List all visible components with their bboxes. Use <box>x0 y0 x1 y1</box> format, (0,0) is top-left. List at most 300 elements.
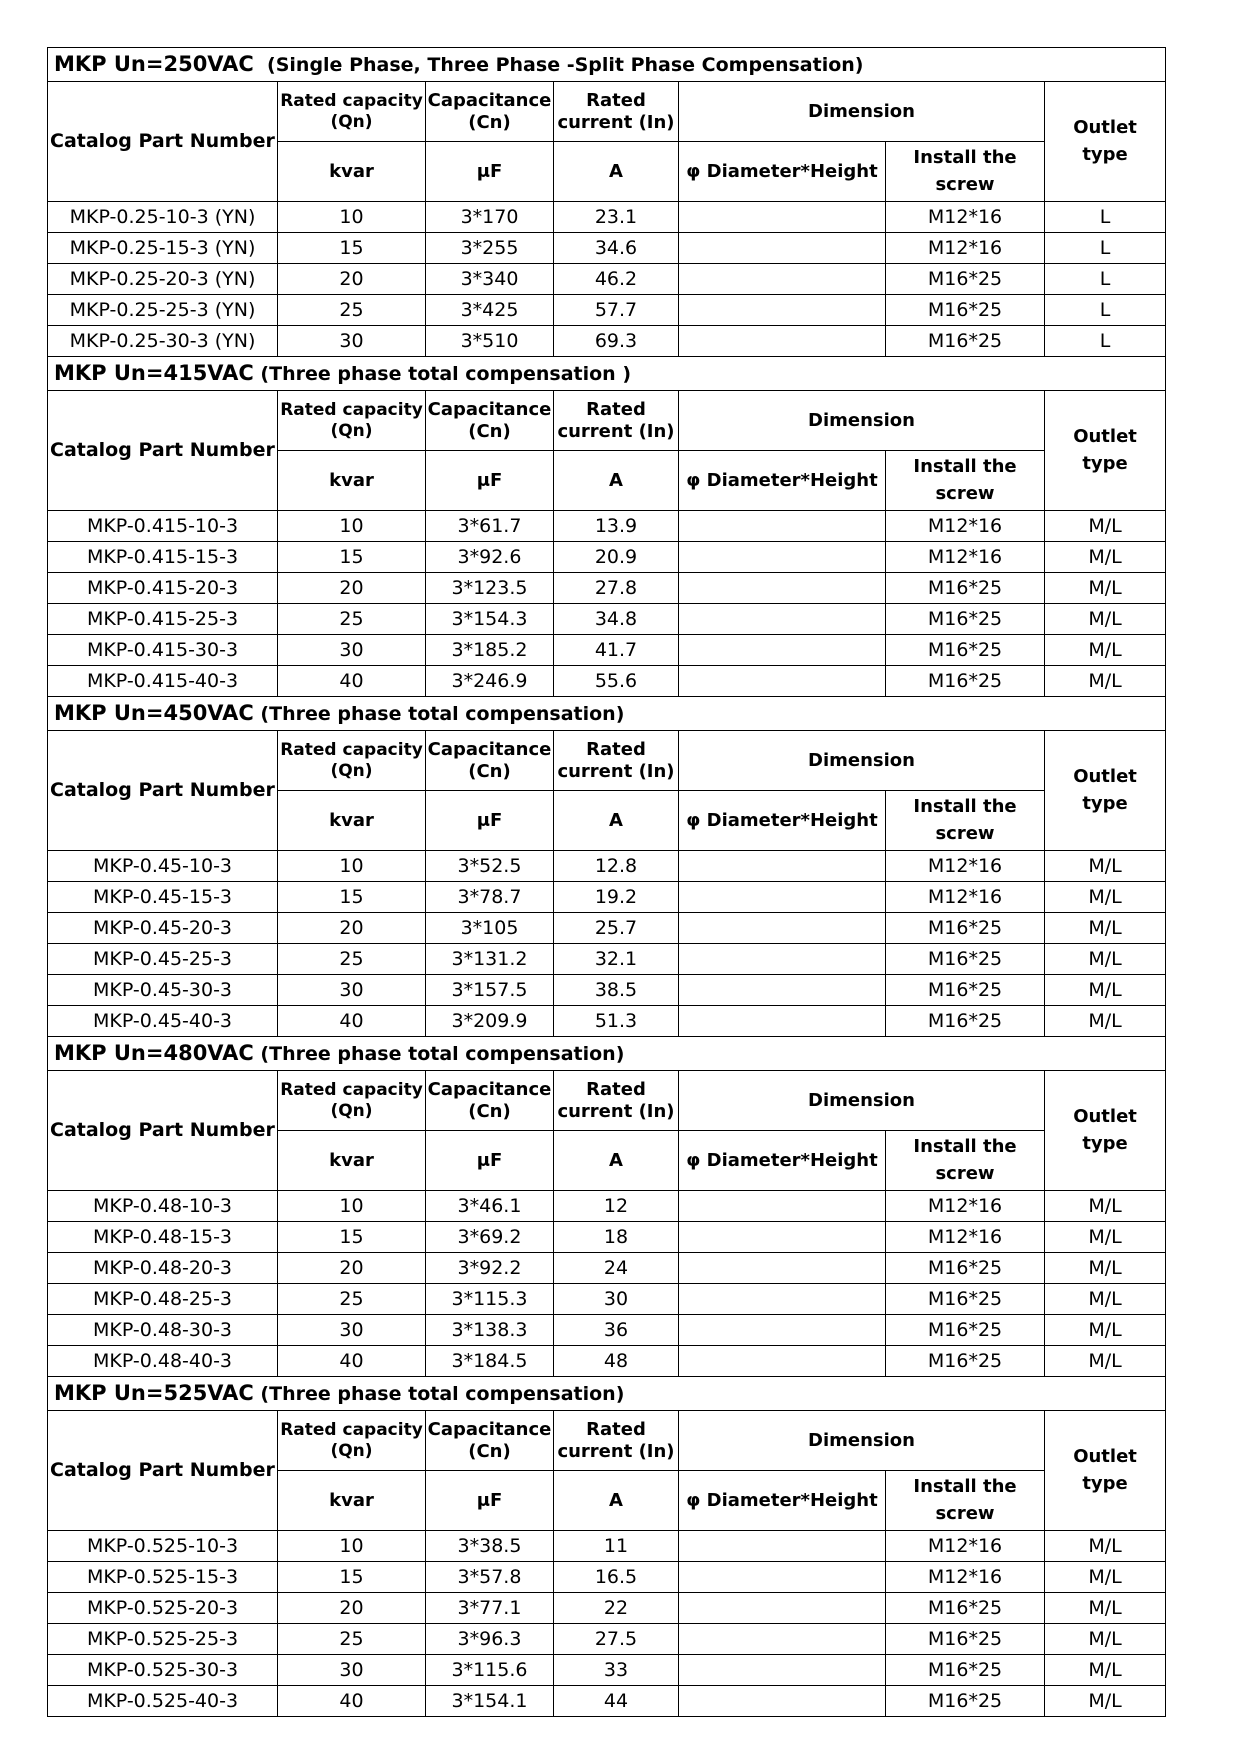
cell-kvar: 20 <box>278 573 426 604</box>
cell-part-number: MKP-0.45-30-3 <box>48 975 278 1006</box>
header-outlet-type <box>1045 731 1166 851</box>
cell-outlet-type: M/L <box>1045 913 1166 944</box>
cell-part-number: MKP-0.525-30-3 <box>48 1655 278 1686</box>
header-rated-capacity-line: (Qn) <box>330 1440 373 1461</box>
cell-current: 13.9 <box>554 511 679 542</box>
header-rated-capacity-line: Rated capacity <box>280 1080 423 1101</box>
header-outlet-type <box>1045 1411 1166 1531</box>
table-row <box>48 573 1166 604</box>
cell-part-number: MKP-0.415-25-3 <box>48 604 278 635</box>
header-capacitance <box>426 391 554 451</box>
header-rated-capacity-line: (Qn) <box>330 1100 373 1121</box>
cell-capacitance: 3*69.2 <box>426 1222 554 1253</box>
header-outlet-type-line: Outlet <box>1073 1446 1137 1468</box>
section-voltage: MKP Un=250VAC <box>54 51 254 76</box>
header-capacitance-line: Capacitance <box>427 738 552 760</box>
cell-current: 18 <box>554 1222 679 1253</box>
cell-kvar: 40 <box>278 666 426 697</box>
header-dimension: Dimension <box>679 391 1045 451</box>
cell-screw: M16*25 <box>886 1284 1045 1315</box>
table-row <box>48 1346 1166 1377</box>
section-compensation: (Three phase total compensation) <box>253 1042 625 1065</box>
cell-capacitance: 3*255 <box>426 233 554 264</box>
header-install-screw <box>886 791 1045 851</box>
cell-kvar: 10 <box>278 1531 426 1562</box>
table-row <box>48 882 1166 913</box>
header-install-screw-line: screw <box>935 822 995 844</box>
header-rated-current <box>554 82 679 142</box>
cell-screw: M16*25 <box>886 1006 1045 1037</box>
header-diameter-height: φ Diameter*Height <box>679 791 886 851</box>
cell-screw: M16*25 <box>886 573 1045 604</box>
cell-outlet-type: M/L <box>1045 1655 1166 1686</box>
cell-outlet-type: M/L <box>1045 1006 1166 1037</box>
header-capacitance-line: Capacitance <box>427 89 552 111</box>
cell-screw: M12*16 <box>886 851 1045 882</box>
header-rated-current <box>554 1411 679 1471</box>
header-dimension: Dimension <box>679 82 1045 142</box>
cell-kvar: 25 <box>278 295 426 326</box>
cell-outlet-type: M/L <box>1045 1284 1166 1315</box>
header-capacitance-line: (Cn) <box>468 111 511 133</box>
header-rated-capacity <box>278 82 426 142</box>
unit-uf: μF <box>426 1131 554 1191</box>
cell-capacitance: 3*52.5 <box>426 851 554 882</box>
section-title-row <box>48 357 1166 391</box>
cell-part-number: MKP-0.525-25-3 <box>48 1624 278 1655</box>
header-install-screw-line: screw <box>935 173 995 195</box>
cell-part-number: MKP-0.48-25-3 <box>48 1284 278 1315</box>
cell-kvar: 20 <box>278 913 426 944</box>
cell-part-number: MKP-0.48-40-3 <box>48 1346 278 1377</box>
header-catalog-part-number: Catalog Part Number <box>48 1071 278 1191</box>
cell-diameter-height <box>679 202 886 233</box>
cell-current: 11 <box>554 1531 679 1562</box>
cell-screw: M16*25 <box>886 1346 1045 1377</box>
header-rated-current <box>554 1071 679 1131</box>
table-row <box>48 202 1166 233</box>
cell-capacitance: 3*105 <box>426 913 554 944</box>
header-row-main <box>48 391 1166 451</box>
header-capacitance <box>426 82 554 142</box>
table-row <box>48 1222 1166 1253</box>
table-row <box>48 326 1166 357</box>
cell-kvar: 15 <box>278 233 426 264</box>
cell-outlet-type: M/L <box>1045 604 1166 635</box>
cell-capacitance: 3*78.7 <box>426 882 554 913</box>
section-title-row <box>48 48 1166 82</box>
cell-current: 38.5 <box>554 975 679 1006</box>
cell-outlet-type: L <box>1045 202 1166 233</box>
cell-current: 34.6 <box>554 233 679 264</box>
cell-capacitance: 3*123.5 <box>426 573 554 604</box>
cell-diameter-height <box>679 604 886 635</box>
header-rated-current-line: Rated <box>586 738 646 760</box>
header-row-main <box>48 82 1166 142</box>
section-voltage: MKP Un=415VAC <box>54 360 254 385</box>
unit-kvar: kvar <box>278 791 426 851</box>
cell-screw: M16*25 <box>886 604 1045 635</box>
header-rated-current <box>554 391 679 451</box>
cell-kvar: 30 <box>278 326 426 357</box>
cell-current: 27.8 <box>554 573 679 604</box>
cell-diameter-height <box>679 573 886 604</box>
cell-kvar: 10 <box>278 511 426 542</box>
cell-kvar: 25 <box>278 1624 426 1655</box>
table-row <box>48 233 1166 264</box>
table-row <box>48 1006 1166 1037</box>
cell-screw: M16*25 <box>886 635 1045 666</box>
cell-capacitance: 3*209.9 <box>426 1006 554 1037</box>
cell-current: 12 <box>554 1191 679 1222</box>
cell-capacitance: 3*138.3 <box>426 1315 554 1346</box>
unit-uf: μF <box>426 791 554 851</box>
cell-current: 51.3 <box>554 1006 679 1037</box>
cell-screw: M16*25 <box>886 1253 1045 1284</box>
cell-screw: M12*16 <box>886 202 1045 233</box>
header-catalog-part-number: Catalog Part Number <box>48 391 278 511</box>
cell-capacitance: 3*510 <box>426 326 554 357</box>
capacitor-spec-table <box>47 47 1166 1717</box>
unit-a: A <box>554 451 679 511</box>
header-install-screw-line: screw <box>935 1162 995 1184</box>
cell-current: 57.7 <box>554 295 679 326</box>
unit-kvar: kvar <box>278 1131 426 1191</box>
cell-part-number: MKP-0.415-30-3 <box>48 635 278 666</box>
section-compensation: (Single Phase, Three Phase -Split Phase Compensation) <box>253 53 864 76</box>
header-diameter-height: φ Diameter*Height <box>679 1131 886 1191</box>
header-install-screw-line: Install the <box>913 147 1017 169</box>
table-row <box>48 1686 1166 1717</box>
cell-capacitance: 3*92.6 <box>426 542 554 573</box>
cell-part-number: MKP-0.415-15-3 <box>48 542 278 573</box>
table-row <box>48 913 1166 944</box>
cell-screw: M16*25 <box>886 1315 1045 1346</box>
header-install-screw-line: Install the <box>913 1136 1017 1158</box>
cell-screw: M16*25 <box>886 326 1045 357</box>
cell-diameter-height <box>679 1531 886 1562</box>
cell-current: 22 <box>554 1593 679 1624</box>
cell-capacitance: 3*77.1 <box>426 1593 554 1624</box>
header-capacitance-line: (Cn) <box>468 760 511 782</box>
header-capacitance-line: (Cn) <box>468 420 511 442</box>
table-row <box>48 944 1166 975</box>
header-row-main <box>48 1071 1166 1131</box>
header-capacitance-line: (Cn) <box>468 1100 511 1122</box>
cell-kvar: 30 <box>278 1655 426 1686</box>
cell-kvar: 15 <box>278 1222 426 1253</box>
cell-diameter-height <box>679 635 886 666</box>
cell-current: 41.7 <box>554 635 679 666</box>
header-capacitance-line: Capacitance <box>427 1078 552 1100</box>
cell-current: 23.1 <box>554 202 679 233</box>
cell-part-number: MKP-0.415-20-3 <box>48 573 278 604</box>
unit-uf: μF <box>426 1471 554 1531</box>
cell-part-number: MKP-0.525-10-3 <box>48 1531 278 1562</box>
header-capacitance <box>426 1411 554 1471</box>
cell-current: 33 <box>554 1655 679 1686</box>
header-rated-capacity-line: (Qn) <box>330 111 373 132</box>
cell-part-number: MKP-0.25-10-3 (YN) <box>48 202 278 233</box>
cell-current: 32.1 <box>554 944 679 975</box>
cell-screw: M12*16 <box>886 542 1045 573</box>
section-title-row <box>48 1377 1166 1411</box>
cell-part-number: MKP-0.415-10-3 <box>48 511 278 542</box>
unit-uf: μF <box>426 451 554 511</box>
cell-kvar: 20 <box>278 264 426 295</box>
header-diameter-height: φ Diameter*Height <box>679 451 886 511</box>
header-outlet-type-line: Outlet <box>1073 1106 1137 1128</box>
cell-diameter-height <box>679 913 886 944</box>
header-outlet-type-line: Outlet <box>1073 426 1137 448</box>
table-row <box>48 975 1166 1006</box>
cell-screw: M16*25 <box>886 295 1045 326</box>
table-row <box>48 1562 1166 1593</box>
cell-current: 19.2 <box>554 882 679 913</box>
cell-part-number: MKP-0.415-40-3 <box>48 666 278 697</box>
cell-current: 16.5 <box>554 1562 679 1593</box>
header-outlet-type-line: Outlet <box>1073 766 1137 788</box>
cell-current: 30 <box>554 1284 679 1315</box>
cell-current: 69.3 <box>554 326 679 357</box>
cell-part-number: MKP-0.25-15-3 (YN) <box>48 233 278 264</box>
cell-kvar: 25 <box>278 944 426 975</box>
table-row <box>48 295 1166 326</box>
cell-diameter-height <box>679 1006 886 1037</box>
unit-kvar: kvar <box>278 142 426 202</box>
table-row <box>48 1284 1166 1315</box>
cell-outlet-type: M/L <box>1045 1531 1166 1562</box>
cell-kvar: 15 <box>278 542 426 573</box>
cell-kvar: 20 <box>278 1253 426 1284</box>
cell-outlet-type: M/L <box>1045 1593 1166 1624</box>
header-outlet-type-line: type <box>1082 792 1128 814</box>
cell-screw: M12*16 <box>886 1191 1045 1222</box>
cell-kvar: 30 <box>278 1315 426 1346</box>
header-rated-current-line: Rated <box>586 1078 646 1100</box>
cell-current: 25.7 <box>554 913 679 944</box>
cell-screw: M12*16 <box>886 882 1045 913</box>
cell-diameter-height <box>679 882 886 913</box>
header-capacitance <box>426 731 554 791</box>
cell-diameter-height <box>679 1191 886 1222</box>
cell-diameter-height <box>679 1686 886 1717</box>
cell-outlet-type: M/L <box>1045 1686 1166 1717</box>
header-rated-capacity-line: (Qn) <box>330 760 373 781</box>
cell-part-number: MKP-0.25-20-3 (YN) <box>48 264 278 295</box>
cell-capacitance: 3*184.5 <box>426 1346 554 1377</box>
cell-outlet-type: M/L <box>1045 851 1166 882</box>
cell-part-number: MKP-0.525-15-3 <box>48 1562 278 1593</box>
cell-capacitance: 3*38.5 <box>426 1531 554 1562</box>
cell-outlet-type: M/L <box>1045 1624 1166 1655</box>
table-row <box>48 1531 1166 1562</box>
header-outlet-type-line: type <box>1082 1132 1128 1154</box>
cell-outlet-type: L <box>1045 295 1166 326</box>
cell-outlet-type: M/L <box>1045 542 1166 573</box>
cell-part-number: MKP-0.25-25-3 (YN) <box>48 295 278 326</box>
cell-diameter-height <box>679 1222 886 1253</box>
cell-outlet-type: L <box>1045 264 1166 295</box>
cell-part-number: MKP-0.525-40-3 <box>48 1686 278 1717</box>
cell-diameter-height <box>679 1593 886 1624</box>
cell-outlet-type: M/L <box>1045 1253 1166 1284</box>
cell-screw: M16*25 <box>886 1686 1045 1717</box>
header-rated-capacity <box>278 731 426 791</box>
unit-a: A <box>554 142 679 202</box>
cell-screw: M16*25 <box>886 1593 1045 1624</box>
header-catalog-part-number: Catalog Part Number <box>48 1411 278 1531</box>
cell-kvar: 10 <box>278 1191 426 1222</box>
header-outlet-type-line: type <box>1082 143 1128 165</box>
section-title <box>48 357 1166 391</box>
header-outlet-type <box>1045 391 1166 511</box>
table-row <box>48 635 1166 666</box>
cell-outlet-type: M/L <box>1045 573 1166 604</box>
cell-outlet-type: M/L <box>1045 944 1166 975</box>
cell-kvar: 20 <box>278 1593 426 1624</box>
cell-screw: M16*25 <box>886 975 1045 1006</box>
cell-screw: M16*25 <box>886 666 1045 697</box>
cell-part-number: MKP-0.45-20-3 <box>48 913 278 944</box>
cell-screw: M12*16 <box>886 1531 1045 1562</box>
section-title <box>48 1377 1166 1411</box>
unit-kvar: kvar <box>278 451 426 511</box>
header-rated-capacity <box>278 391 426 451</box>
cell-outlet-type: M/L <box>1045 1191 1166 1222</box>
cell-capacitance: 3*246.9 <box>426 666 554 697</box>
table-row <box>48 1624 1166 1655</box>
cell-kvar: 30 <box>278 975 426 1006</box>
section-title-row <box>48 697 1166 731</box>
cell-current: 46.2 <box>554 264 679 295</box>
cell-kvar: 15 <box>278 882 426 913</box>
cell-current: 12.8 <box>554 851 679 882</box>
cell-diameter-height <box>679 1315 886 1346</box>
header-rated-capacity <box>278 1071 426 1131</box>
section-voltage: MKP Un=480VAC <box>54 1040 254 1065</box>
header-row-main <box>48 731 1166 791</box>
cell-part-number: MKP-0.525-20-3 <box>48 1593 278 1624</box>
header-rated-current-line: current (In) <box>557 1440 675 1462</box>
cell-diameter-height <box>679 326 886 357</box>
cell-kvar: 15 <box>278 1562 426 1593</box>
header-rated-capacity-line: Rated capacity <box>280 740 423 761</box>
cell-capacitance: 3*115.6 <box>426 1655 554 1686</box>
cell-capacitance: 3*96.3 <box>426 1624 554 1655</box>
table-row <box>48 1315 1166 1346</box>
cell-outlet-type: M/L <box>1045 1315 1166 1346</box>
header-outlet-type <box>1045 1071 1166 1191</box>
unit-kvar: kvar <box>278 1471 426 1531</box>
table-row <box>48 851 1166 882</box>
cell-kvar: 40 <box>278 1686 426 1717</box>
header-install-screw-line: screw <box>935 482 995 504</box>
section-compensation: (Three phase total compensation) <box>253 702 625 725</box>
cell-capacitance: 3*185.2 <box>426 635 554 666</box>
cell-capacitance: 3*154.3 <box>426 604 554 635</box>
cell-part-number: MKP-0.45-40-3 <box>48 1006 278 1037</box>
header-diameter-height: φ Diameter*Height <box>679 1471 886 1531</box>
header-rated-capacity-line: Rated capacity <box>280 91 423 112</box>
cell-capacitance: 3*154.1 <box>426 1686 554 1717</box>
section-compensation: (Three phase total compensation) <box>253 1382 625 1405</box>
header-rated-current-line: current (In) <box>557 1100 675 1122</box>
cell-part-number: MKP-0.25-30-3 (YN) <box>48 326 278 357</box>
cell-diameter-height <box>679 1624 886 1655</box>
header-install-screw <box>886 451 1045 511</box>
header-catalog-part-number: Catalog Part Number <box>48 731 278 851</box>
cell-screw: M16*25 <box>886 264 1045 295</box>
cell-diameter-height <box>679 975 886 1006</box>
cell-screw: M16*25 <box>886 1655 1045 1686</box>
cell-current: 24 <box>554 1253 679 1284</box>
cell-capacitance: 3*115.3 <box>426 1284 554 1315</box>
header-capacitance-line: (Cn) <box>468 1440 511 1462</box>
cell-part-number: MKP-0.48-10-3 <box>48 1191 278 1222</box>
cell-outlet-type: M/L <box>1045 1222 1166 1253</box>
header-dimension: Dimension <box>679 1411 1045 1471</box>
cell-outlet-type: M/L <box>1045 1562 1166 1593</box>
header-rated-capacity-line: Rated capacity <box>280 400 423 421</box>
header-rated-capacity <box>278 1411 426 1471</box>
header-rated-capacity-line: (Qn) <box>330 420 373 441</box>
cell-screw: M12*16 <box>886 233 1045 264</box>
cell-current: 20.9 <box>554 542 679 573</box>
header-rated-current-line: Rated <box>586 398 646 420</box>
header-install-screw-line: Install the <box>913 456 1017 478</box>
section-voltage: MKP Un=450VAC <box>54 700 254 725</box>
table-row <box>48 604 1166 635</box>
cell-diameter-height <box>679 1284 886 1315</box>
table-row <box>48 1253 1166 1284</box>
cell-capacitance: 3*340 <box>426 264 554 295</box>
cell-diameter-height <box>679 233 886 264</box>
cell-kvar: 25 <box>278 604 426 635</box>
cell-capacitance: 3*170 <box>426 202 554 233</box>
header-rated-current-line: current (In) <box>557 420 675 442</box>
cell-kvar: 30 <box>278 635 426 666</box>
table-body <box>48 48 1166 1717</box>
table-row <box>48 542 1166 573</box>
cell-capacitance: 3*57.8 <box>426 1562 554 1593</box>
unit-a: A <box>554 1131 679 1191</box>
header-outlet-type-line: type <box>1082 1472 1128 1494</box>
header-install-screw <box>886 142 1045 202</box>
cell-diameter-height <box>679 851 886 882</box>
cell-diameter-height <box>679 666 886 697</box>
cell-diameter-height <box>679 511 886 542</box>
cell-screw: M16*25 <box>886 913 1045 944</box>
header-rated-current <box>554 731 679 791</box>
cell-screw: M16*25 <box>886 1624 1045 1655</box>
header-install-screw <box>886 1471 1045 1531</box>
cell-capacitance: 3*425 <box>426 295 554 326</box>
header-outlet-type <box>1045 82 1166 202</box>
header-rated-current-line: Rated <box>586 89 646 111</box>
header-row-main <box>48 1411 1166 1471</box>
cell-screw: M12*16 <box>886 1222 1045 1253</box>
table-row <box>48 1593 1166 1624</box>
cell-part-number: MKP-0.45-15-3 <box>48 882 278 913</box>
cell-outlet-type: M/L <box>1045 882 1166 913</box>
section-voltage: MKP Un=525VAC <box>54 1380 254 1405</box>
header-dimension: Dimension <box>679 1071 1045 1131</box>
section-title <box>48 1037 1166 1071</box>
header-outlet-type-line: type <box>1082 452 1128 474</box>
cell-outlet-type: M/L <box>1045 975 1166 1006</box>
cell-screw: M12*16 <box>886 1562 1045 1593</box>
